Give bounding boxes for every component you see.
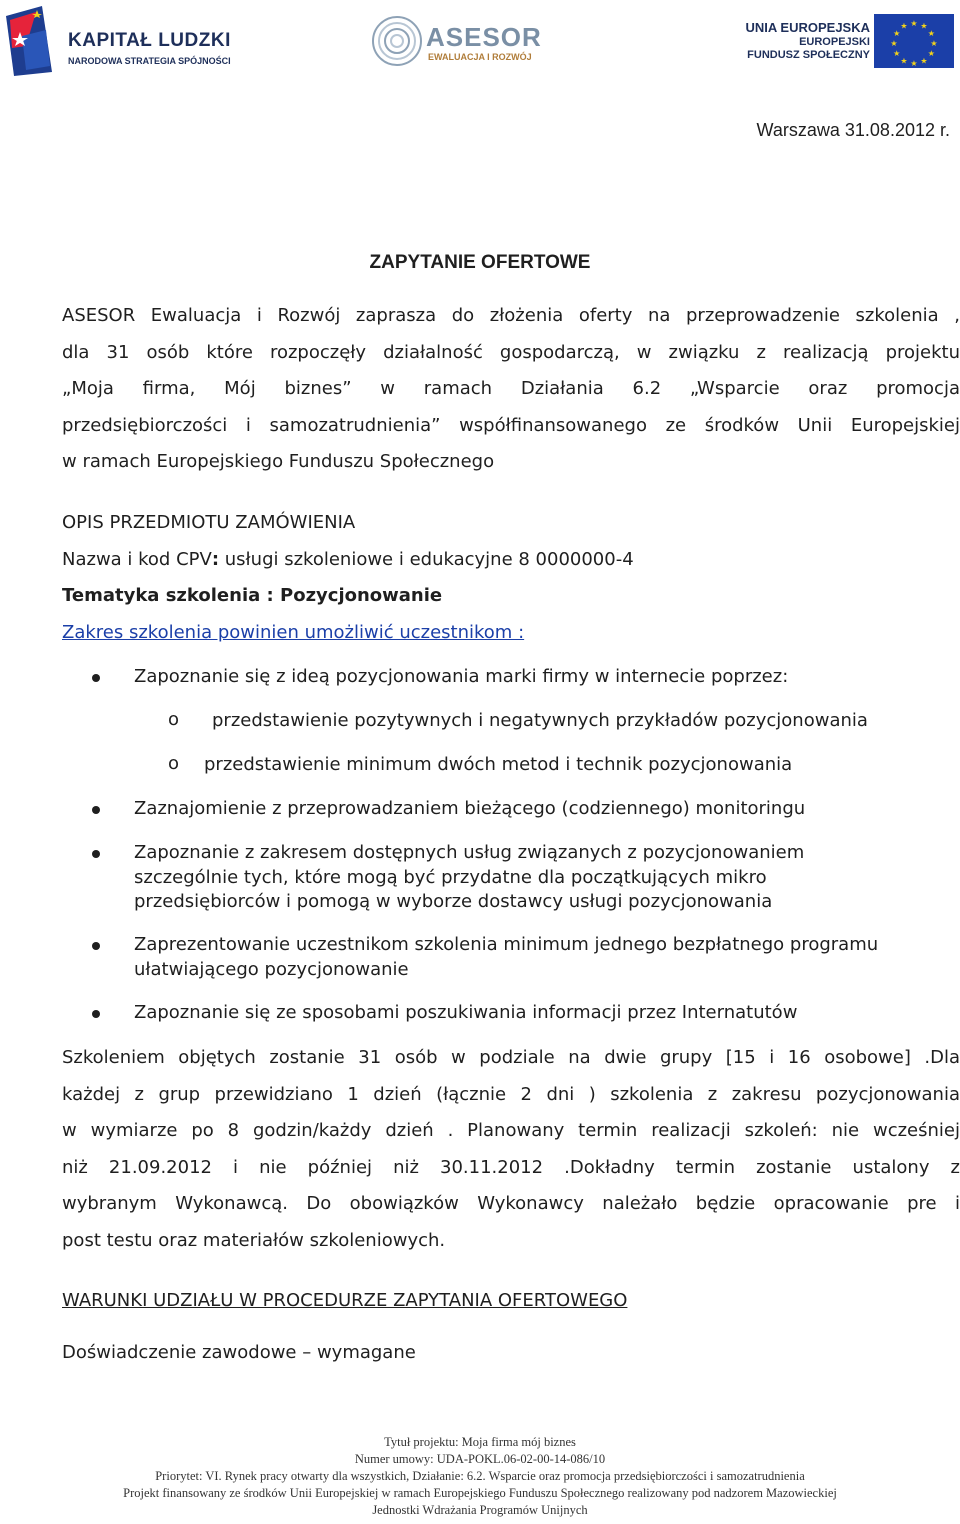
conditions-heading: WARUNKI UDZIAŁU W PROCEDURZE ZAPYTANIA OFERTOWEGO <box>62 1290 628 1311</box>
details-line: każdej z grup przewidziano 1 dzień (łącznie 2 dni ) szkolenia z zakresu pozycjonowania <box>62 1083 960 1105</box>
footer-priority: Priorytet: VI. Rynek pracy otwarty dla wszystkich, Działanie: 6.2. Wsparcie oraz promocja przedsiębiorczości i samozatrudnienia <box>155 1469 805 1483</box>
sub-bullet-icon: o <box>168 753 180 774</box>
eu-flag-icon <box>874 14 954 68</box>
bullet-icon <box>92 806 100 814</box>
list-item-text: Zapoznanie z zakresem dostępnych usług związanych z pozycjonowaniem <box>134 842 805 863</box>
section-heading-opis: OPIS PRZEDMIOTU ZAMÓWIENIA <box>62 512 356 533</box>
footer-project-title: Tytuł projektu: Moja firma mój biznes <box>384 1435 576 1449</box>
intro-line: ASESOR Ewaluacja i Rozwój zaprasza do złożenia oferty na przeprowadzenie szkolenia , <box>62 305 960 326</box>
footer-authority: Jednostki Wdrażania Programów Unijnych <box>372 1503 588 1517</box>
eu-subtitle-line2: FUNDUSZ SPOŁECZNY <box>747 49 870 61</box>
details-line: wybranym Wykonawcą. Do obowiązków Wykonawcy należało będzie opracowanie pre i <box>62 1193 960 1214</box>
intro-line: dla 31 osób które rozpoczęły działalność gospodarczą, w związku z realizacją projektu <box>62 341 960 363</box>
eu-logo <box>744 14 954 74</box>
intro-line: w ramach Europejskiego Funduszu Społecznego <box>62 451 495 472</box>
svg-text:★: ★ <box>910 59 918 68</box>
bullet-icon <box>92 850 100 858</box>
svg-text:★: ★ <box>920 56 928 66</box>
footer-funding: Projekt finansowany ze środków Unii Europejskiej w ramach Europejskiego Funduszu Społecznego realizowany pod nadzorem Mazowieckiej <box>123 1486 837 1500</box>
experience-requirement: Doświadczenie zawodowe – wymagane <box>62 1342 416 1363</box>
footer-contract-number: Numer umowy: UDA-POKL.06-02-00-14-086/10 <box>354 1452 606 1466</box>
bullet-icon <box>92 942 100 950</box>
details-line: post testu oraz materiałów szkoleniowych. <box>62 1229 446 1251</box>
svg-text:★: ★ <box>893 29 901 38</box>
scope-heading: Zakres szkolenia powinien umożliwić uczestnikom : <box>62 622 525 643</box>
svg-text:★: ★ <box>920 21 928 31</box>
kapital-ludzki-flag-icon <box>6 6 52 76</box>
kapital-ludzki-title: KAPITAŁ LUDZKI <box>68 30 231 51</box>
eu-title: UNIA EUROPEJSKA <box>745 20 870 35</box>
list-item-text: Zapoznanie się ze sposobami poszukiwania informacji przez Internatutów <box>134 1002 798 1023</box>
details-line: Szkoleniem objętych zostanie 31 osób w podziale na dwie grupy [15 i 16 osobowe] .Dla <box>62 1047 960 1068</box>
svg-text:★: ★ <box>930 39 938 48</box>
kapital-ludzki-logo <box>6 6 246 76</box>
list-item-text: ułatwiającego pozycjonowanie <box>134 958 409 980</box>
svg-text:★: ★ <box>927 29 935 38</box>
svg-text:★: ★ <box>893 49 901 58</box>
header-logos <box>0 0 960 80</box>
details-paragraph <box>62 1040 960 1259</box>
svg-text:★: ★ <box>900 56 908 66</box>
cpv-value: usługi szkoleniowe i edukacyjne 8 0000000-4 <box>219 549 634 570</box>
list-item-text: Zapoznanie się z ideą pozycjonowania marki firmy w internecie poprzez: <box>134 666 789 687</box>
kapital-ludzki-subtitle: NARODOWA STRATEGIA SPÓJNOŚCI <box>68 56 231 66</box>
intro-paragraph <box>62 298 960 481</box>
asesor-subtitle: EWALUACJA I ROZWÓJ <box>428 52 532 62</box>
sub-list-item-text: przedstawienie pozytywnych i negatywnych przykładów pozycjonowania <box>212 710 868 731</box>
cpv-colon: : <box>211 549 220 570</box>
page-footer <box>0 1434 960 1519</box>
details-line: w wymiarze po 8 godzin/każdy dzień . Planowany termin realizacji szkoleń: nie wcześniej <box>62 1120 960 1141</box>
intro-line: przedsiębiorczości i samozatrudnienia” współfinansowanego ze środków Unii Europejskiej <box>62 414 960 436</box>
cpv-label: Nazwa i kod CPV <box>62 549 212 570</box>
document-date: Warszawa 31.08.2012 r. <box>756 120 950 140</box>
eu-subtitle-line1: EUROPEJSKI <box>799 36 870 48</box>
asesor-swirl-icon <box>370 14 424 68</box>
asesor-title: ASESOR <box>426 22 542 52</box>
intro-line: „Moja firma, Mój biznes” w ramach Działania 6.2 „Wsparcie oraz promocja <box>62 378 960 399</box>
svg-text:★: ★ <box>900 21 908 31</box>
sub-bullet-icon: o <box>168 709 180 730</box>
list-item-text: szczególnie tych, które mogą być przydatne dla początkujących mikro <box>134 866 767 888</box>
list-item-text: Zaznajomienie z przeprowadzaniem bieżącego (codziennego) monitoringu <box>134 798 806 819</box>
cpv-line <box>62 549 634 570</box>
bullet-icon <box>92 1010 100 1018</box>
svg-text:★: ★ <box>890 39 898 48</box>
details-line: niż 21.09.2012 i nie później niż 30.11.2012 .Dokładny termin zostanie ustalony z <box>62 1156 960 1178</box>
sub-list-item-text: przedstawienie minimum dwóch metod i technik pozycjonowania <box>204 754 793 775</box>
svg-text:★: ★ <box>910 19 918 28</box>
eu-subtitle <box>747 36 870 62</box>
list-item-text: Zaprezentowanie uczestnikom szkolenia minimum jednego bezpłatnego programu <box>134 934 879 955</box>
list-item-text: przedsiębiorców i pomogą w wyborze dostawcy usługi pozycjonowania <box>134 891 773 912</box>
document-title: ZAPYTANIE OFERTOWE <box>369 252 591 273</box>
svg-text:★: ★ <box>927 49 935 58</box>
bullet-icon <box>92 674 100 682</box>
topic-line: Tematyka szkolenia : Pozycjonowanie <box>62 585 443 606</box>
asesor-logo <box>370 12 540 72</box>
